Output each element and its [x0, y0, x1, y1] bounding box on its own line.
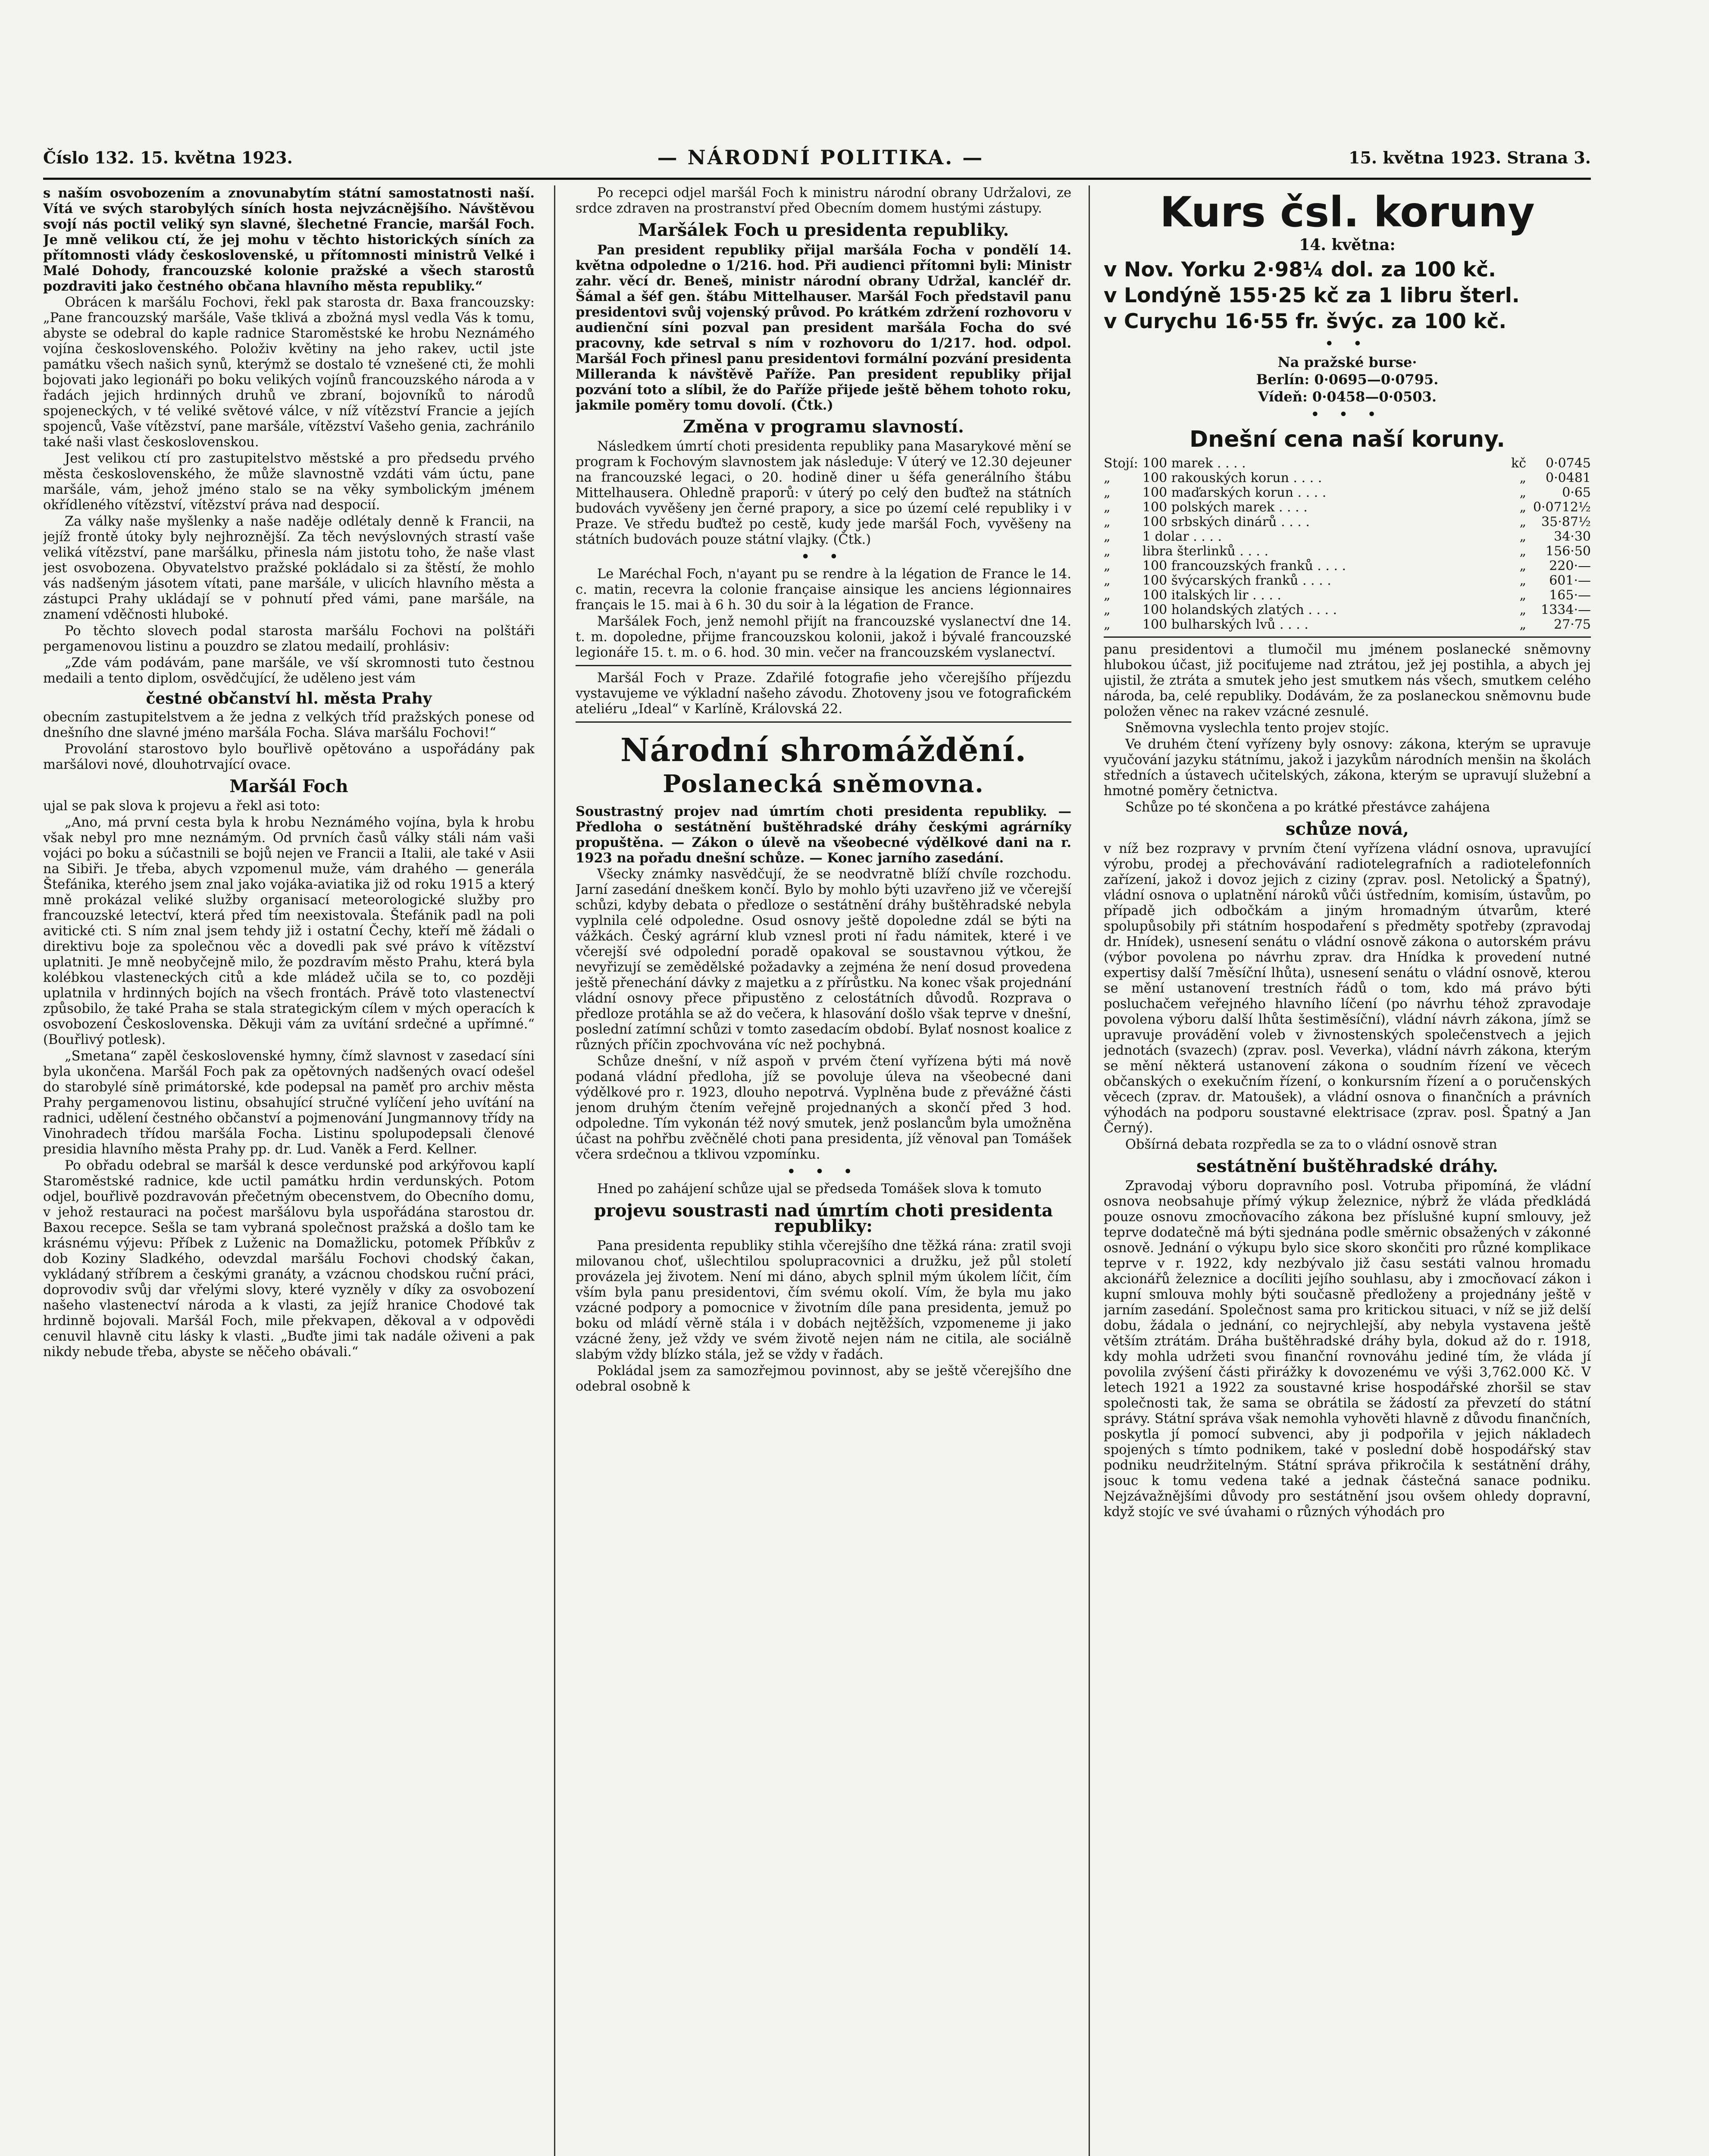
separator-dots: • • • [787, 1164, 860, 1179]
article-paragraph: Po těchto slovech podal starosta maršálu Fochovi na polštáři pergamenovou listinu a pouzdro se zlatou medailí, prohlásiv: [43, 624, 535, 654]
section-subtitle: Poslanecká sněmovna. [663, 770, 984, 798]
column-3 [1104, 185, 1591, 2156]
price-row-label: „ [1104, 500, 1111, 515]
program-change-heading: Změna v programu slavností. [683, 417, 964, 437]
section-rule [1104, 636, 1591, 638]
page-header [43, 142, 1591, 172]
header-rule [43, 178, 1591, 180]
article-paragraph: Schůze dnešní, v níž aspoň v prvém čtení vyřízena býti má nově podaná vládní předloha, jíž se povoluje úleva na všeobecné dani výdělkové pro r. 1923, dlouho nepotrvá. Vyplněna bude z převážné části jenom druhým čtením veřejně projednaných a skončí před 3 hod. odpoledne. Tím vykonán též nový smutek, jenž poslancům byla umožněna účast na pohřbu zvěčnělé choti pana presidenta, jíž věnoval pan Tomášek včera srdečnou a tklivou vzpomínku. [576, 1054, 1071, 1162]
article-paragraph: obecním zastupitelstvem a že jedna z velkých tříd pražských ponese od dnešního dne slavné jméno maršála Focha. Sláva maršálu Fochovi!“ [43, 710, 535, 740]
price-row-item: 100 marek . . . . [1142, 456, 1246, 471]
article-paragraph: Po obřadu odebral se maršál k desce verdunské pod arkýřovou kaplí Staroměstské radnice, kde uctil památku hrdin verdunských. Potom odjel, bouřlivě pozdravován přečetným obecenstvem, do Obecního domu, v jehož restauraci na počest maršálovu byla uspořádána starostou dr. Baxou recepce. Sešla se tam vybraná společnost pražská a došlo tam ke krásnému výjevu: Příbek z Luženic na Domažlicku, potomek Příbkův z dob Koziny Sladkého, odevzdal maršálu Fochovi chodský čakan, vykládaný stříbrem a českými granáty, a vzácnou chodskou ruční práci, doprovodiv svůj dar vřelými slovy, které vyzněly v díky za osvobození našeho vlastenectví národa a k vlasti, za jejíž hranice Chodové tak hrdinně bojovali. Maršál Foch, mile překvapen, děkoval a v odpovědi cenuvil hlavně citu lásky k vlasti. „Buďte jimi tak nadále oživeni a pak nikdy nebude třeba, abyste se něčeho obávali.“ [43, 1158, 535, 1360]
lead-summary: Soustrastný projev nad úmrtím choti presidenta republiky. — Předloha o sestátnění buštěhradské dráhy českými agrárníky propuštěna. — Zákon o úlevě na všeobecné výdělkové dani na r. 1923 na pořadu dnešní schůze. — Konec jarního zasedání. [576, 804, 1071, 866]
price-row-item: 100 bulharských lvů . . . . [1142, 617, 1308, 632]
crown-price-row [1104, 515, 1591, 530]
price-row-label: „ [1104, 573, 1111, 588]
issue-number: Číslo 132. 15. května 1923. [43, 147, 293, 167]
price-row-label: Stojí: [1104, 456, 1138, 471]
crown-price-title: Dnešní cena naší koruny. [1189, 426, 1506, 452]
article-paragraph: Obrácen k maršálu Fochovi, řekl pak starosta dr. Baxa francouzsky: „Pane francouzský maršále, Vaše tklivá a zbožná mysl vedla Vás k tomu, abyste se odebral do kaple radnice Staroměstské ke hrobu Neznámého vojína československého. Položiv květiny na jeho rakev, uctil jste památku všech našich synů, kterýmž se dostalo té vznešené cti, že mohli bojovati jako legionáři po boku velikých vojínů francouzského národa a v řadách jejich hrdinných druhů ve zbraní, bojovníků to národů spojeneckých, v té veliké světové válce, v níž vítězství Francie a jejích spojenců, Vaše vítězství, pane maršále, vítězství Vašeho genia, zachránilo také naši vlast československou. [43, 295, 535, 450]
price-row-label: „ [1104, 485, 1111, 500]
article-paragraph: Schůze po té skončena a po krátké přestávce zahájena [1125, 800, 1490, 815]
price-row-currency: „ [1519, 558, 1526, 573]
article-paragraph: Pana presidenta republiky stihla včerejšího dne těžká rána: zratil svoji milovanou choť, ušlechtilou spolupracovnici a družku, jež půl století provázela jej životem. Není mi dáno, abych splnil mým úkolem líčit, čím vším byla panu presidentovi, čím svému okolí. Vím, že byla mu jako vzácné podpory a pomocnice v životním díle pana presidenta, jemuž po boku od mládí věrně stála i v dobách nejtěžších, vzpomeneme ji jako vzácné ženy, jež vždy ve svém životě nejen nám ne citila, ale sociálně slabým vždy blízko stála, jež se vždy v řadách. [576, 1238, 1071, 1362]
price-row-item: 100 holandských zlatých . . . . [1142, 602, 1337, 617]
article-paragraph: s naším osvobozením a znovunabytím státní samostatnosti naší. Vítá ve svých starobylých síních hosta nejvzácnějšího. Návštěvou svojí nás poctil veliký syn slavné, šlechetné Francie, maršál Foch. Je mně velikou ctí, že jej mohu v těchto historických síních za přítomnosti vlády československé, u přítomnosti ministrů Velké i Malé Dohody, francouzské kolonie pražské a všech starostů pozdraviti jako čestného občana hlavního města republiky.“ [43, 185, 535, 294]
newspaper-title: — NÁRODNÍ POLITIKA. — [657, 146, 984, 169]
price-row-value: 1334·— [1541, 602, 1591, 617]
article-paragraph: Pokládal jsem za samozřejmou povinnost, aby se ještě včerejšího dne odebral osobně k [576, 1363, 1071, 1394]
price-row-item: 100 polských marek . . . . [1142, 500, 1308, 515]
article-paragraph: Jest velikou ctí pro zastupitelstvo městské a pro předsedu prvého města československého, že může slavnostně vzdáti vám úctu, pane maršále, vám, jehož jméno stalo se na věky symbolickým jménem okřídleného vítězství, vítězství práva nad despocií. [43, 451, 535, 513]
article-paragraph: panu presidentovi a tlumočil mu jménem poslanecké sněmovny hlubokou účast, již pociťujeme nad ztrátou, jež jej postihla, a abych jej ujistil, že ztráta a smutek jeho jest smutkem nás všech, smutkem celého národa, ba, celé republiky. Dodávám, že za poslaneckou sněmovnu bude položen věnec na rakev vzácné zesnulé. [1104, 642, 1591, 719]
price-row-currency: „ [1519, 529, 1526, 544]
price-row-item: 100 maďarských korun . . . . [1142, 485, 1327, 500]
price-row-item: 100 švýcarských franků . . . . [1142, 573, 1331, 588]
honorary-citizenship-heading: čestné občanství hl. města Prahy [146, 689, 432, 708]
price-row-value: 0·0481 [1546, 470, 1591, 486]
price-row-currency: „ [1519, 514, 1526, 530]
date-page: 15. května 1923. Strana 3. [1349, 147, 1591, 167]
article-paragraph: „Ano, má první cesta byla k hrobu Neznámého vojína, byla k hrobu však nebyl pro mne neznámým. Od prvních časů války stáli nám vaši vojáci po boku a súčastnili se bojů nejen ve Francii a Italii, ale také v Asii na Sibiři. Je třeba, abych vzpomenul muže, vám drahého — generála Štefánika, kterého jsem znal jako vojáka-aviatika již od roku 1915 a který mně prokázal veliké služby organisací meteorologické služby pro francouzské letectví, která před tím neexistovala. Štefánik padl na poli avitické cti. S ním znal jsem tehdy již i ostatní Čechy, kteří mě žádali o direktivu boje za společnou věc a dovedli pak své právo k vítězství uplatniti. Je mně neobyčejně milo, že pozdravím město Prahu, která byla kolébkou vlasteneckých citů a kde mládež učila se to, co později uplatnila v hrdinných bojích na všech frontách. Právě toto vlastenectví způsobilo, že také Praha se stala strategickým cílem v mých operacích k osvobození Československa. Děkuji vám za uvítání srdečné a upřímné.“ (Bouřlivý potlesk). [43, 815, 535, 1047]
article-paragraph: Maršál Foch v Praze. Zdařilé fotografie jeho včerejšího příjezdu vystavujeme ve výkladní našeho závodu. Zhotoveny jsou ve fotografickém ateliéru „Ideal“ v Karlíně, Královská 22. [576, 671, 1071, 717]
article-paragraph: Všecky známky nasvědčují, že se neodvratně blíží chvíle rozchodu. Jarní zasedání dneškem končí. Bylo by mohlo býti uzavřeno již ve včerejší schůzi, kdyby debata o předloze o sestátnění dráhy buštěhradské nebyla vyplnila celé odpoledne. Osud osnovy ještě dopoledne zdál se býti na vážkách. Český agrární klub vznesl proti ní řadu námitek, které i ve včerejší své odpolední poradě opakoval se soustavnou výtkou, že nevyřizují se zemědělské požadavky a zejména že není dosud provedena ještě přenechání dávky z majetku a z přírůstku. Na konec však projednání vládní osnovy přece připustěno z celostátních důvodů. Rozprava o předloze protáhla se až do večera, k hlasování došlo však teprve v dnešní, poslední zatímní schůzi v tomto zasedacím období. Bylať nosnost koalice z různých příčin zpochvována víc než pochybná. [576, 867, 1071, 1053]
article-paragraph: Sněmovna vyslechla tento projev stojíc. [1125, 721, 1390, 736]
newspaper-page [43, 142, 1591, 2156]
exchange-rate-title: Kurs čsl. koruny [1160, 188, 1535, 236]
crown-price-row [1104, 573, 1591, 588]
article-paragraph: Provolání starostovo bylo bouřlivě opětováno a uspořádány pak maršálovi nové, dlouhotrvající ovace. [43, 742, 535, 772]
crown-price-row [1104, 544, 1591, 559]
column-separator [554, 185, 555, 2156]
rate-new-york: v Nov. Yorku 2·98¼ dol. za 100 kč. [1104, 258, 1496, 282]
price-row-currency: „ [1519, 588, 1526, 603]
price-row-value: 35·87½ [1541, 514, 1591, 530]
rate-vienna: Vídeň: 0·0458—0·0503. [1258, 389, 1437, 405]
crown-price-row [1104, 559, 1591, 573]
separator-dots: • • [1325, 336, 1370, 351]
price-row-item: 100 srbských dinárů . . . . [1142, 514, 1310, 530]
article-paragraph: Zpravodaj výboru dopravního posl. Votruba připomíná, že vládní osnova neobsahuje přímý výkup železnice, nýbrž že vláda předkládá pouze osnovu zmocňovacího zákona bez příslušné kupní smlouvy, jež teprve dodatečně má býti sjednána podle směrnic obsažených v zákonné osnově. Jednání o výkupu bylo sice skoro skončiti pro různé komplikace teprve v r. 1922, kdy nezbývalo již času sestáti valnou hromadu akcionářů železnice a docíliti jejího souhlasu, aby i zmocňovací zákon i kupní smlouva mohly býti současně předloženy a projednány ještě v jarním zasedání. Společnost sama pro kritickou situaci, v níž se již delší dobu, žádala o jednání, co nejrychlejší, aby nebyla vystavena ještě větším ztrátám. Dráha buštěhradské dráhy byla, dokud až do r. 1918, kdy mohla udržeti svou finanční rovnováhu jediné tím, že vláda jí povolila zvýšení části přirážky k dovozenému ve výši 3,762.000 Kč. V letech 1921 a 1922 za soustavné krise hospodářské zhoršil se stav společnosti tak, že sama se obrátila se žádostí za převzetí do státní správy. Státní správa však nemohla vyhověti hlavně z důvodu finančních, poskytla jí pomocí subvenci, aby ji podpořila v jejich nákladech spojených s tímto podnikem, také v poslední době hospodářský stav podniku neudržitelným. Státní správa přikročila k sestátnění dráhy, jsouc k tomu vedena také a jednak částečná sanace podniku. Nejzávažnějšími důvody pro sestátnění jsou ovšem ohledy dopravní, když stojíc ve své úvahami o různých výhodách pro [1104, 1178, 1591, 1520]
article-paragraph: Hned po zahájení schůze ujal se předseda Tomášek slova k tomuto [597, 1181, 1042, 1197]
price-row-label: „ [1104, 617, 1111, 632]
president-heading: Maršálek Foch u presidenta republiky. [638, 220, 1009, 240]
article-paragraph: „Smetana“ zapěl československé hymny, čímž slavnost v zasedací síni byla ukončena. Maršál Foch pak za opětovných nadšených ovací odešel do starobylé síně primátorské, kde podepsal na paměť pro archiv města Prahy pergamenovou listinu, obsahující stručné vylíčení jeho uvítání na radnici, udělení čestného občanství a pojmenování Jungmannovy třídy na Vinohradech třídou maršála Focha. Listinu spolupodepsali členové presidia hlavního města Prahy pp. dr. Lud. Vaněk a Ferd. Kellner. [43, 1049, 535, 1157]
price-row-label: „ [1104, 514, 1111, 530]
section-rule [576, 665, 1071, 666]
price-row-currency: „ [1519, 617, 1526, 632]
price-row-value: 0·65 [1562, 485, 1591, 500]
separator-dots: • • [801, 549, 846, 564]
crown-price-row [1104, 588, 1591, 603]
article-paragraph: Následkem úmrtí choti presidenta republiky pana Masarykové mění se program k Fochovým slavnostem jak následuje: V úterý ve 12.30 dejeuner na francouzské legaci, o 20. hodině diner u šéfa generálního štábu Mittelhausera. Ohledně praporů: v úterý po celý den buďtež na státních budovách vyvěšeny jen černé prapory, a sice po území celé republiky i v Praze. Ve středu buďtež po cestě, kudy jede maršál Foch, vyvěšeny na státních budovách pouze státní vlajky. (Čtk.) [576, 439, 1071, 547]
separator-dots: • • • [1311, 407, 1384, 422]
column-1 [43, 185, 535, 2156]
price-row-value: 601·— [1549, 573, 1591, 588]
price-row-value: 27·75 [1554, 617, 1591, 632]
column-2 [576, 185, 1071, 2156]
article-paragraph: Maršálek Foch, jenž nemohl přijít na francouzské vyslanectví dne 14. t. m. dopoledne, přijme francouzskou kolonii, jakož i bývalé francouzské legionáře 15. t. m. o 6. hod. 30 min. večer na francouzském vyslanectví. [576, 614, 1071, 660]
price-row-value: 165·— [1549, 588, 1591, 603]
price-row-currency: „ [1519, 544, 1526, 559]
price-row-value: 34·30 [1554, 529, 1591, 544]
price-row-item: 100 rakouských korun . . . . [1142, 470, 1322, 486]
condolence-heading: projevu soustrasti nad úmrtím choti presidenta republiky: [594, 1200, 1053, 1236]
price-row-currency: „ [1519, 485, 1526, 500]
article-paragraph: Za války naše myšlenky a naše naděje odlétaly denně k Francii, na jejíž frontě útoky byly nejhroznější. Za těch nevýslovných strastí vaše veliká vítězství, pane maršálku, přinesla nám jistotu toho, že naše vlast jest osvobozena. Obyvatelstvo pražské pokládalo si za štěstí, že mohlo vás nadšeným jásotem vítati, pane maršále, v ulicích hlavního města a zástupci Prahy ukládají se v pohnutí před vámi, pane maršále, na znamení vděčnosti hluboké. [43, 514, 535, 622]
article-paragraph: „Zde vám podávám, pane maršále, ve vší skromnosti tuto čestnou medaili a tento diplom, osvědčující, že uděleno jest vám [43, 655, 535, 686]
crown-price-row [1104, 500, 1591, 515]
foch-heading: Maršál Foch [229, 776, 348, 796]
article-paragraph: v níž bez rozpravy v prvním čtení vyřízena vládní osnova, upravující výrobu, prodej a přechovávání radiotelegrafních a radiotelefonních zařízení, jakož i dovoz jejich z ciziny (zprav. posl. Netolický a Špatný), vládní osnova o uplatnění nároků vůči ústředním, komisím, ústavům, po případě jich odbočkám a jiným hromadným útvarům, které spolupůsobily při státním hospodaření s předměty spotřeby (zpravodaj dr. Hnídek), usnesení senátu o vládní osnově zákona o autorském právu (výbor povolena po návrhu zprav. dra Hnídka k provedení nutné expertisy další 7měsíční lhůta), usnesení senátu o vládní osnově, kterou se mění ustanovení trestních řádů o tom, kdo má právo býti posluchačem veřejného hlavního líčení (po návrhu téhož zpravodaje povolena výboru další lhůta šestiměsíční), vládní návrh zákona, jímž se upravuje provádění voleb v živnostenských společenstvech a jejich jednotách (svazech) (zprav. posl. Veverka), vládní návrh zákona, kterým se mění některá ustanovení zákona o soudním řízení ve věcech občanských o exekučním řízení, o konkursním řízení a o poručenských věcech (zprav. dr. Matoušek), a vládní osnova o finančních a právních výhodách na podporu soustavné elektrisace (zprav. posl. Špatný a Jan Černý). [1104, 841, 1591, 1136]
rate-berlin: Berlín: 0·0695—0·0795. [1256, 371, 1439, 388]
price-row-label: „ [1104, 588, 1111, 603]
section-rule [576, 721, 1071, 723]
section-title: Národní shromáždění. [620, 732, 1027, 769]
price-row-label: „ [1104, 558, 1111, 573]
new-session-heading: schůze nová, [1286, 819, 1409, 839]
price-row-currency: „ [1519, 500, 1526, 515]
crown-price-row [1104, 530, 1591, 544]
price-row-currency: kč [1511, 456, 1526, 471]
price-row-currency: „ [1519, 470, 1526, 486]
article-paragraph: ujal se pak slova k projevu a řekl asi toto: [43, 799, 320, 814]
price-row-label: „ [1104, 529, 1111, 544]
crown-price-row [1104, 617, 1591, 632]
article-paragraph: Pan president republiky přijal maršála Focha v pondělí 14. května odpoledne o 1/216. hod. Při audienci přítomni byli: Ministr zahr. věcí dr. Beneš, ministr národní obrany Udržal, kancléř dr. Šámal a šéf gen. štábu Mittelhauser. Maršál Foch představil panu presidentovi svůj vojenský průvod. Po krátkém zdržení rozhovoru v audienční síni pozval pan president maršála Focha do své pracovny, kde setrval s ním v rozhovoru do 1/217. hod. odpol. Maršál Foch přinesl panu presidentovi formální pozvání presidenta Millerandа k návštěvě Paříže. Pan president republiky přijal pozvání toto a slíbil, že do Paříže přijede ještě během tohoto roku, jakmile poměry tomu dovolí. (Čtk.) [576, 242, 1071, 413]
price-row-label: „ [1104, 470, 1111, 486]
rate-london: v Londýně 155·25 kč za 1 libru šterl. [1104, 284, 1520, 307]
price-row-currency: „ [1519, 602, 1526, 617]
price-row-item: 100 italských lir . . . . [1142, 588, 1281, 603]
price-row-currency: „ [1519, 573, 1526, 588]
crown-price-row [1104, 603, 1591, 617]
price-row-label: „ [1104, 544, 1111, 559]
price-row-value: 220·— [1549, 558, 1591, 573]
column-separator [1089, 185, 1090, 2156]
price-row-item: 100 francouzských franků . . . . [1142, 558, 1346, 573]
price-row-item: 1 dolar . . . . [1142, 529, 1222, 544]
exchange-rate-date: 14. května: [1299, 236, 1396, 254]
article-paragraph: Obšírná debata rozpředla se za to o vládní osnově stran [1125, 1137, 1497, 1152]
crown-price-row [1104, 456, 1591, 471]
price-row-item: libra šterlinků . . . . [1142, 544, 1269, 559]
article-paragraph: Le Maréchal Foch, n'ayant pu se rendre à la légation de France le 14. c. matin, recevra la colonie française ainsique les anciens légionnaires français le 15. mai à 6 h. 30 du soir à la légation de France. [576, 567, 1071, 613]
rate-zurich: v Curychu 16·55 fr. švýc. za 100 kč. [1104, 310, 1507, 333]
crown-price-row [1104, 486, 1591, 500]
price-row-value: 0·0712½ [1533, 500, 1591, 515]
prague-exchange-title: Na pražské burse· [1277, 354, 1417, 370]
price-row-value: 0·0745 [1546, 456, 1591, 471]
crown-price-table [1104, 456, 1591, 632]
price-row-label: „ [1104, 602, 1111, 617]
article-paragraph: Ve druhém čtení vyřízeny byly osnovy: zákona, kterým se upravuje vyučování jazyku státnímu, jakož i jazykům národních menšin na školách středních a ústavech učitelských, zákona, kterým se upravují služební a hmotné poměry četnictva. [1104, 737, 1591, 799]
article-paragraph: Po recepci odjel maršál Foch k ministru národní obrany Udržalovi, ze srdce zdraven na prostranství před Obecním domem hustými zástupy. [576, 185, 1071, 216]
price-row-value: 156·50 [1546, 544, 1591, 559]
crown-price-row [1104, 471, 1591, 486]
railway-nationalization-heading: sestátnění buštěhradské dráhy. [1196, 1156, 1498, 1176]
